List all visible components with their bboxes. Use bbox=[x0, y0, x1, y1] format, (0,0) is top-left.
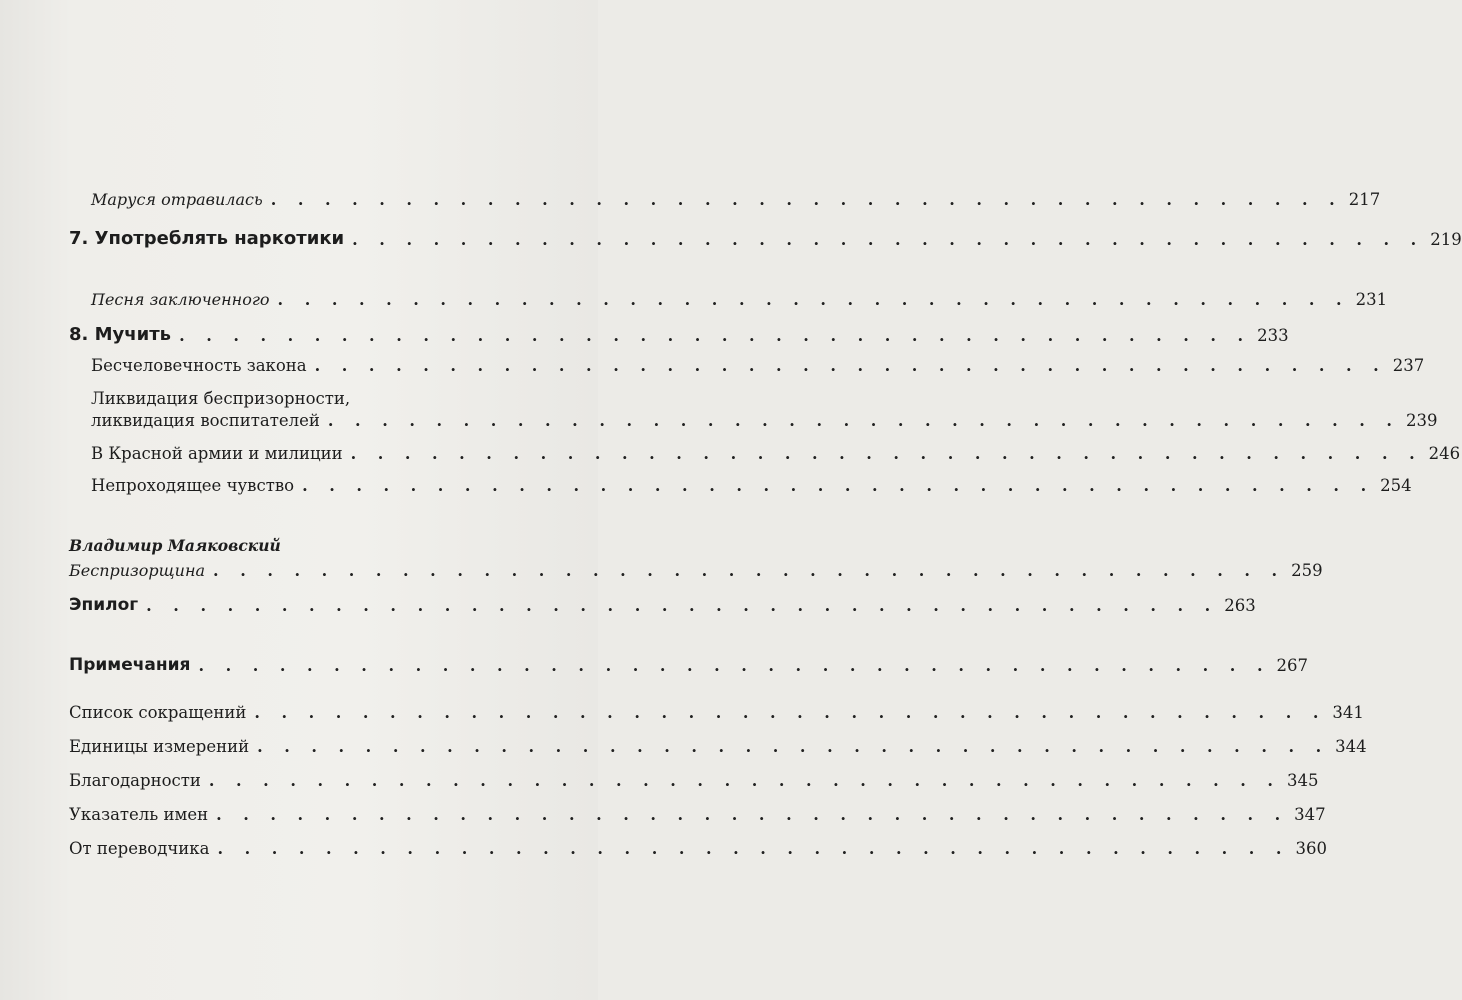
dot-leader: . . . . . . . . . . . . . . . . . . . . . . . . . . . . . . . . . . . . . . . . bbox=[257, 737, 1330, 756]
dot-leader: . . . . . . . . . . . . . . . . . . . . . . . . . . . . . . . . . . . . . . . . bbox=[179, 326, 1252, 345]
toc-entry-section bbox=[0, 444, 1461, 463]
section-title: Бесчеловечность закона bbox=[91, 356, 307, 375]
dot-leader: . . . . . . . . . . . . . . . . . . . . . . . . . . . . . . . . . . . . . . . . bbox=[314, 356, 1387, 375]
toc-entry-back-matter bbox=[0, 839, 1327, 858]
toc-entry-marusia bbox=[0, 190, 1381, 209]
toc-title: Беспризорщина bbox=[69, 561, 206, 580]
toc-page-number: 360 bbox=[1295, 839, 1327, 858]
section-title-line2: ликвидация воспитателей bbox=[91, 411, 320, 430]
toc-page-number: 263 bbox=[1224, 596, 1256, 615]
toc-title: Песня заключенного bbox=[91, 290, 270, 309]
toc-page-number: 344 bbox=[1335, 737, 1367, 756]
toc-entry-pesnia bbox=[0, 290, 1388, 309]
toc-page-number: 347 bbox=[1294, 805, 1326, 824]
back-matter-title: Благодарности bbox=[69, 771, 201, 790]
toc-entry-section bbox=[0, 356, 1425, 375]
section-title: Непроходящее чувство bbox=[91, 476, 295, 495]
dot-leader: . . . . . . . . . . . . . . . . . . . . . . . . . . . . . . . . . . . . . . . . bbox=[270, 190, 1343, 209]
toc-entry-back-matter bbox=[0, 703, 1364, 722]
dot-leader: . . . . . . . . . . . . . . . . . . . . . . . . . . . . . . . . . . . . . . . . bbox=[277, 290, 1350, 309]
toc-entry-notes bbox=[0, 655, 1309, 675]
dot-leader: . . . . . . . . . . . . . . . . . . . . . . . . . . . . . . . . . . . . . . . . bbox=[198, 656, 1271, 675]
back-matter-title: Указатель имен bbox=[69, 805, 209, 824]
toc-entry-back-matter bbox=[0, 771, 1319, 790]
dot-leader: . . . . . . . . . . . . . . . . . . . . . . . . . . . . . . . . . . . . . . . . bbox=[216, 805, 1289, 824]
back-matter-title: Единицы измерений bbox=[69, 737, 250, 756]
dot-leader: . . . . . . . . . . . . . . . . . . . . . . . . . . . . . . . . . . . . . . . . bbox=[208, 771, 1281, 790]
toc-entry-section bbox=[0, 476, 1412, 495]
toc-page-number: 239 bbox=[1405, 411, 1438, 430]
toc-entry-chapter-8 bbox=[0, 324, 1289, 345]
toc-page-number: 254 bbox=[1380, 476, 1412, 495]
toc-title: Маруся отравилась bbox=[91, 190, 263, 209]
dot-leader: . . . . . . . . . . . . . . . . . . . . . . . . . . . . . . . . . . . . . . . . bbox=[302, 476, 1375, 495]
dot-leader: . . . . . . . . . . . . . . . . . . . . . . . . . . . . . . . . . . . . . . . . bbox=[327, 411, 1400, 430]
toc-page-number: 341 bbox=[1332, 703, 1364, 722]
toc-entry-section-two-line bbox=[0, 389, 1438, 437]
chapter-title: Эпилог bbox=[69, 595, 139, 615]
toc-page-number: 246 bbox=[1428, 444, 1461, 463]
dot-leader: . . . . . . . . . . . . . . . . . . . . . . . . . . . . . . . . . . . . . . . . bbox=[217, 839, 1290, 858]
toc-entry-poem bbox=[0, 561, 1323, 580]
toc-page-number: 267 bbox=[1276, 656, 1309, 675]
toc-page-number: 345 bbox=[1286, 771, 1319, 790]
toc-entry-epilog bbox=[0, 595, 1256, 615]
poem-author: Владимир Маяковский bbox=[69, 536, 281, 555]
back-matter-title: От переводчика bbox=[69, 839, 210, 858]
toc-entry-chapter-7 bbox=[0, 228, 1462, 249]
toc-entry-back-matter bbox=[0, 805, 1326, 824]
dot-leader: . . . . . . . . . . . . . . . . . . . . . . . . . . . . . . . . . . . . . . . . bbox=[254, 703, 1327, 722]
chapter-title: 8. Мучить bbox=[69, 324, 172, 345]
dot-leader: . . . . . . . . . . . . . . . . . . . . . . . . . . . . . . . . . . . . . . . . bbox=[352, 230, 1425, 249]
dot-leader: . . . . . . . . . . . . . . . . . . . . . . . . . . . . . . . . . . . . . . . . bbox=[146, 596, 1219, 615]
toc-page-number: 217 bbox=[1348, 190, 1381, 209]
toc-entry-back-matter bbox=[0, 737, 1367, 756]
toc-page-number: 233 bbox=[1257, 326, 1289, 345]
toc-page-number: 231 bbox=[1355, 290, 1388, 309]
dot-leader: . . . . . . . . . . . . . . . . . . . . . . . . . . . . . . . . . . . . . . . . bbox=[213, 561, 1286, 580]
chapter-title: 7. Употреблять наркотики bbox=[69, 228, 345, 249]
toc-page-number: 259 bbox=[1291, 561, 1323, 580]
chapter-title: Примечания bbox=[69, 655, 191, 675]
toc-page-number: 237 bbox=[1392, 356, 1425, 375]
dot-leader: . . . . . . . . . . . . . . . . . . . . . . . . . . . . . . . . . . . . . . . . bbox=[350, 444, 1423, 463]
section-title-line1: Ликвидация беспризорности, bbox=[91, 389, 351, 408]
toc-page-number: 219 bbox=[1430, 230, 1462, 249]
back-matter-title: Список сокращений bbox=[69, 703, 247, 722]
section-title: В Красной армии и милиции bbox=[91, 444, 343, 463]
